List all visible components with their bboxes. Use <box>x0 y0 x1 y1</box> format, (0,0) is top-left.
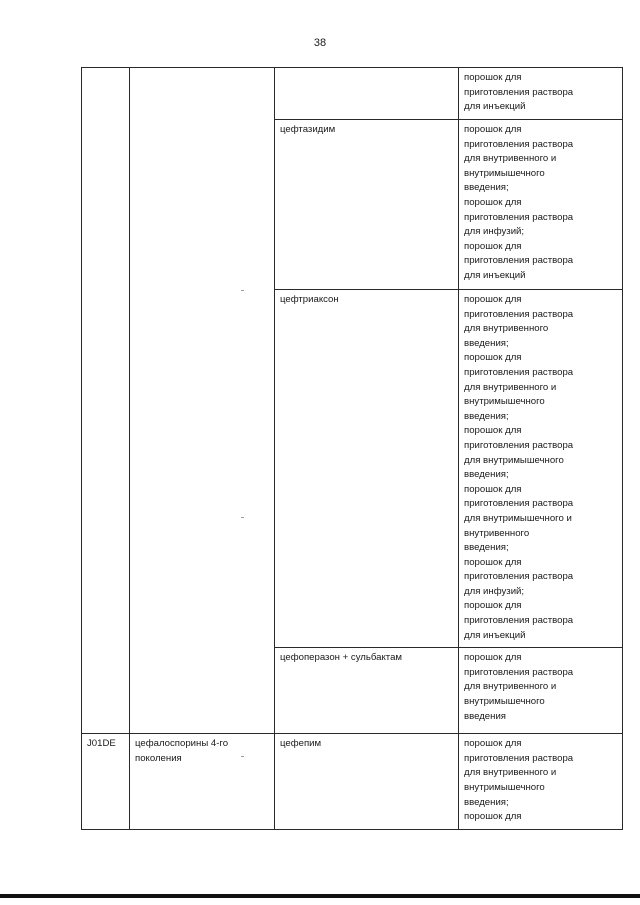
dosage-form-cell: порошок для приготовления раствора для внутривенного и внутримышечного введения; порошок для приготовления раствора для инфузий; порошок для приготовления раствора для инъекций <box>459 120 623 290</box>
drug-table <box>81 67 623 830</box>
table-row <box>82 734 623 830</box>
dosage-form-cell: порошок для приготовления раствора для внутривенного введения; порошок для приготовления раствора для внутривенного и внутримышечного введения; порошок для приготовления раствора для внутримышечного введения; порошок для приготовления раствора для внутримышечного и внутривенного введения; порошок для приготовления раствора для инфузий; порошок для приготовления раствора для инъекций <box>459 290 623 648</box>
drug-name-cell: цефтазидим <box>275 120 459 290</box>
scan-edge-bar <box>0 894 640 898</box>
drug-name-cell <box>275 68 459 120</box>
pharm-group-cell: цефалоспорины 4-го поколения <box>130 734 275 830</box>
dosage-form-cell: порошок для приготовления раствора для внутривенного и внутримышечного введения; порошок для <box>459 734 623 830</box>
atc-code-cell: J01DE <box>82 734 130 830</box>
pharm-group-cell <box>130 68 275 734</box>
page-number: 38 <box>313 37 327 49</box>
scan-speck <box>241 756 244 757</box>
table-row <box>82 68 623 120</box>
drug-name-cell: цефоперазон + сульбактам <box>275 648 459 734</box>
dosage-form-cell: порошок для приготовления раствора для внутривенного и внутримышечного введения <box>459 648 623 734</box>
atc-code-cell <box>82 68 130 734</box>
drug-name-cell: цефепим <box>275 734 459 830</box>
drug-name-cell: цефтриаксон <box>275 290 459 648</box>
dosage-form-cell: порошок для приготовления раствора для инъекций <box>459 68 623 120</box>
scan-speck <box>241 517 244 518</box>
scan-speck <box>241 290 244 291</box>
